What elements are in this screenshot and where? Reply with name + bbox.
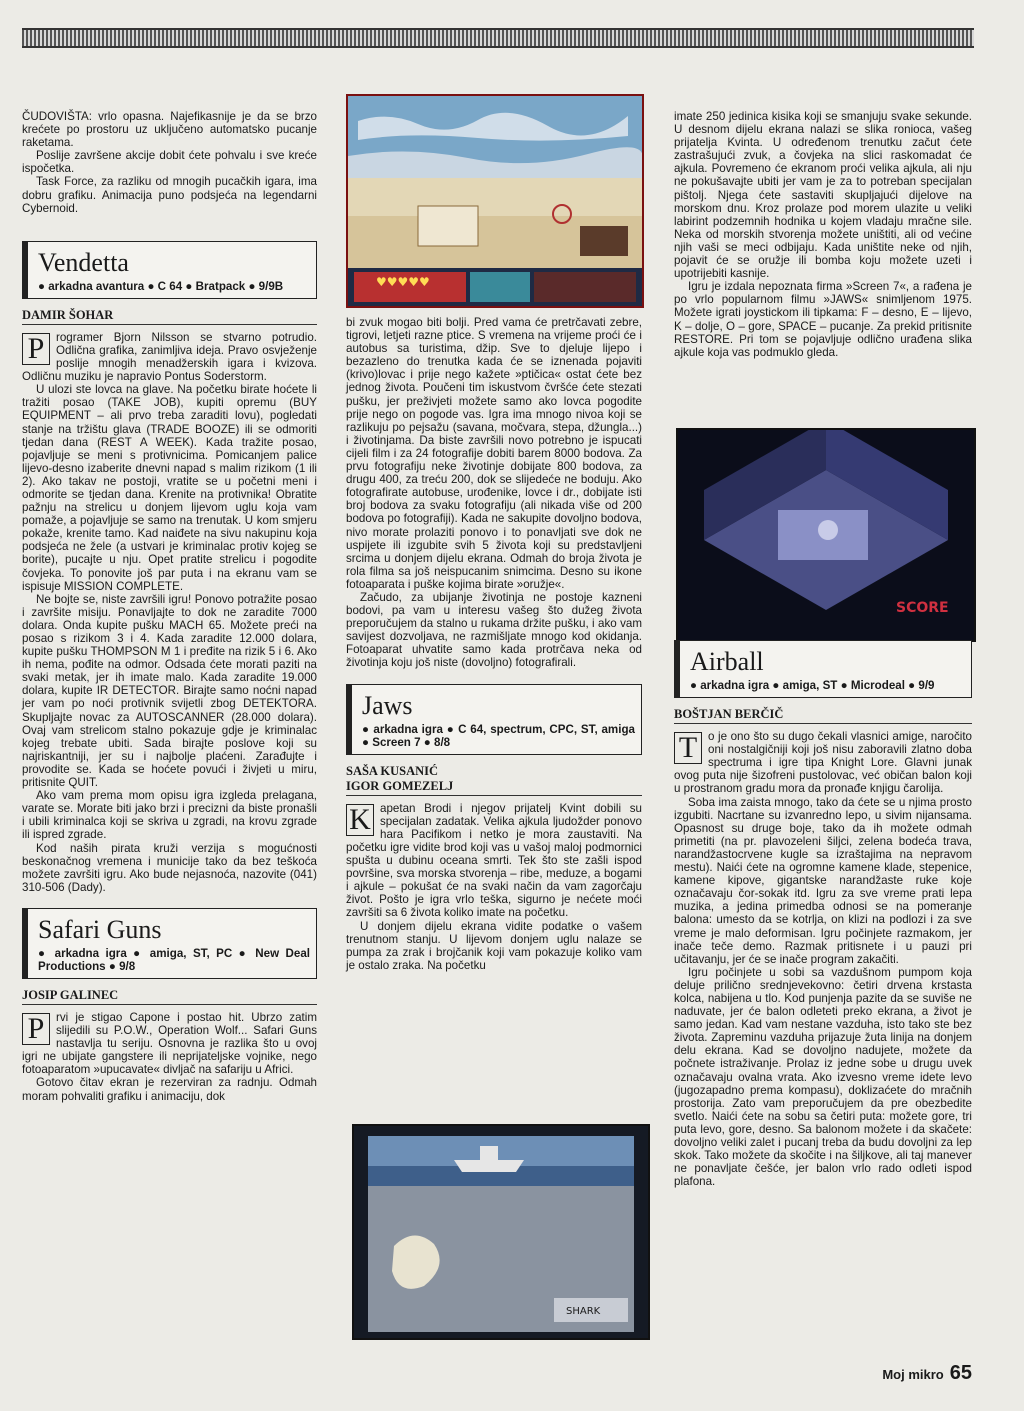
airball-screenshot [676, 428, 976, 642]
airball-paragraph: o je ono što su dugo čekali vlasnici amige, naročito oni nostalgičniji koji još nisu zaboravili zlatno doba spectruma i igre tipa Knight Lore. Glavni junak ovog puta nije šizofreni pustolovac, već običan balon koji u prostranom gradu mora da pronađe knjigu čarolija. [674, 730, 972, 796]
airball-title: Airball [690, 647, 764, 676]
hud-camera-icon [470, 272, 530, 302]
vendetta-title: Vendetta [38, 247, 129, 277]
jaws-paragraph: apetan Brodi i njegov prijatelj Kvint dobili su specijalan zadatak. Velika ajkula ljudožder ponovo hara Pacifikom i netko je mora zaustaviti. Na početku igre vidite brod koji vas u vašoj maloj podmornici spušta u dubinu oceana smrti. Tek što ste zašli ispod površine, sva morska stvorenja – ribe, meduze, a bogami i ajkule – pokušat će na svaki način da vam zagorčaju život. Pošto je igra vrlo teška, sigurno je nećete moći završiti sa 6 života koliko imate na početku. [346, 801, 642, 920]
airball-paragraph: Igru počinjete u sobi sa vazdušnom pumpom koja deluje prilično srednjevekovno: četiri drvena krstasta kolca, nabijena u tlo. Kod punjenja pazite da se suviše ne naduvate, jer će balon odleteti preko ekrana, a život je samo jedan. Kad vam nestane vazduha, isto tako ste bez života. Zapreminu vazduha prijazuje žuta linija na donjem delu ekrana. Kad se dovoljno nadujete, možete da počnete istraživanje. Prolaz iz jedne sobe u drugu uvek označavaju ovalna vrata. Ako izvesno vreme idete levo (jugozapadno prema kompasu), doklizaćete do mračnih prostorija. Zato vam preporučujem da pre obezbedite svetlo. Naići ćete na sobu sa četiri puta: možete gore, tri puta levo, gore, desno. Sa balonom možete i da skačete: dovoljno veliki zalet i pucanj treba da budu dovoljni za lep skok. Tako možete da skočite i na šiljkove, ali taj manever ne ponavljate češće, jer balon vrlo rado odleti ispod plafona. [674, 965, 972, 1189]
jaws-author-1: SAŠA KUSANIĆ [346, 763, 439, 778]
score-label: SCORE [896, 600, 949, 616]
jaws-meta: ● arkadna igra ● C 64, spectrum, CPC, ST, amiga ● Screen 7 ● 8/8 [362, 722, 635, 749]
safari-continued-paragraph: bi zvuk mogao biti bolji. Pred vama će pretrčavati zebre, tigrovi, letjeti razne ptice. S vremena na vrijeme proći će i autobus sa turistima, džip. Sve to djeluje lijepo i bezazleno do trenutka kada će se iznenada pojaviti (krivo)lovac i prije nego kažete »ptičica« ostat ćete bez jednog života. Poučeni tim iskustvom čvršće ćete stezati pušku, jer preživjeti možete samo ako lovca pogodite prije nego on pogode vas. Igra ima mnogo nivoa koji se razlikuju po pejsažu (savana, močvara, stepa, džungla...) i životinjama. Da biste završili novo potrebno je ispucati cijeli film i za 24 fotografije dobiti barem 8000 bodova. Za prvu fotografiju neke životinje dobijate 800 bodova, za drugu 400, za treću 200, dok se slijedeće ne boduju. Ako fotografirate autobuse, urođenike, lovce i dr., dobijate isti broj bodova za svaku fotografiju (ali nikada više od 200 bodova po fotografiji). Kada ne sakupite dovoljno bodova, nivo morate prolaziti ponovo i to ponavljati sve dok ne uspijete ili izgubite svih 5 života koji su predstavljeni srcima u donjem dijelu ekrana. Odmah do broja života je rola filma sa još neispucanim snimcima. Desno su ikone fotoaparata i puške kojima birate »oružje«. [346, 316, 642, 591]
jaws-continued-paragraph: imate 250 jedinica kisika koji se smanjuju svake sekunde. U desnom dijelu ekrana nalazi se slika ronioca, vašeg prijatelja Kvinta. U određenom trenutku začut ćete zastrašujući zvuk, a čovjeka na slici raskomadat će ajkula. Povremeno će ekranom proći velika ajkula, ali nju ne pokušavajte ubiti jer vam je za to potreban specijalan pištolj. Njega ćete sastaviti skupljajući dijelove na morskom dnu. Kroz prolaze pod morem ulazite u veliki labirint podzemnih hodnika u kojem vladaju mračne sile. Neka od morskih stvorenja možete uništiti, ali od većine njih vaši se meci odbijaju. Kada uništite neke od njih, pojavit će se oružje ili bomba koju možete uzeti i upotrijebiti kasnije. [674, 110, 972, 281]
airball-paragraph: Soba ima zaista mnogo, tako da ćete se u njima prosto izgubiti. Nacrtane su izvanredno lepo, u sivim nijansama. Opasnost su druge boje, tako da ih možete odmah primetiti (na pr. plavozeleni šiljci, zelena bodeća trava, narandžastocrvene kugle sa izraštajima na nepravom mestu). Naići ćete na ogromne kamene klade, stepenice, kamene kipove, gigantske narandžaste ruke koje označavaju čor-sokak itd. Igru za sve vreme prati lepa muzika, a jedina primedba odnosi se na pomeranje balona: umesto da se kotrlja, on klizi na podlozi i za sve vreme je malo deformisan. Igru počinjete razmakom, jer inače teče demo. Razmak pritisnete i u pauzi pri učitavanju, jer će se inače program zakačiti. [674, 795, 972, 966]
airball-scene [678, 430, 974, 640]
vendetta-paragraph: rogramer Bjorn Nilsson se stvarno potrudio. Odlična grafika, zanimljiva ideja. Pravo osvježenje poslije mnogih menadžerskih igara i kvizova. Odličnu muziku je napravio Pontus Soderstorm. [22, 330, 317, 384]
airball-dropcap: T [674, 732, 702, 764]
safari-scene [348, 96, 642, 306]
boat [454, 1160, 524, 1172]
animal-sprite [418, 206, 478, 246]
safari-author: JOSIP GALINEC [22, 989, 317, 1005]
boat-cabin [480, 1146, 498, 1160]
jaws-screenshot [352, 1124, 650, 1340]
jaws-header-box [346, 684, 642, 755]
safari-dropcap: P [22, 1013, 50, 1045]
safari-guns-screenshot [346, 94, 644, 308]
footer-page-number: 65 [949, 1362, 972, 1384]
safari-meta: ● arkadna igra ● amiga, ST, PC ● New Deal Productions ● 9/8 [38, 946, 310, 973]
hunter-sprite [580, 226, 628, 256]
intro-paragraph: Task Force, za razliku od mnogih pucačkih igara, ima dobru grafiku. Animacija puno podsjeća na legendarni Cybernoid. [22, 175, 317, 215]
vendetta-header-box [22, 241, 317, 299]
header-rule [22, 28, 974, 48]
safari-title: Safari Guns [38, 914, 162, 944]
jaws-paragraph: U donjem dijelu ekrana vidite podatke o vašem trenutnom stanju. U lijevom donjem uglu nalaze se pumpa za zrak i brojčanik koji vam pokazuje koliko vam je ostalo zraka. Na početku [346, 919, 642, 972]
vendetta-dropcap: P [22, 333, 50, 365]
airball-author: BOŠTJAN BERČIČ [674, 708, 972, 724]
air-ball [818, 520, 838, 540]
column-left [22, 110, 317, 1103]
vendetta-paragraph: U ulozi ste lovca na glave. Na početku birate hoćete li tražiti posao (TAKE JOB), kupiti opremu (BUY EQUIPMENT – ali prvo treba zaraditi lovu), pogledati stanje na tržištu glava (TRADE BOOZE) ili se odmoriti tjedan dana (REST A WEEK). Kada tražite posao, pojavljuje se meni s protivnicima. Pomicanjem palice lijevo-desno izaberite dnevni napad s malim rizikom (1 ili 2). Ako takav ne postoji, vratite se u početni meni i odmorite se tjedan dana. Krenite na protivnika! Obratite pažnju na strelicu u donjem lijevom uglu koja vam pomaže, a pojavljuje se samo na trenutak. U kom smjeru pokaže, krenite tamo. Kad naiđete na sivu nakupinu koja podsjeća ne žele (a ustvari je kriminalac protiv kojeg se borite), pucajte u nju. Opet pratite strelicu i pogodite čovjeka. To ponovite još par puta i na ekranu vam se ispisuje MISSION COMPLETE. [22, 383, 317, 593]
jaws-scene [354, 1126, 648, 1338]
airball-header-box [674, 640, 972, 698]
safari-paragraph: rvi je stigao Capone i postao hit. Ubrzo zatim slijedili su P.O.W., Operation Wolf... Safari Guns nastavlja tu seriju. Osnovna je razlika što u ovoj igri ne ubijate gangstere ili neprijateljske vojnike, nego fotoaparatom »upucavate« divljač na safariju u Africi. [22, 1010, 317, 1077]
intro-paragraph: Poslije završene akcije dobit ćete pohvalu i sve kreće ispočetka. [22, 149, 317, 176]
vendetta-paragraph: Ne bojte se, niste završili igru! Ponovo potražite posao i završite misiju. Ponavljajte to dok ne zaradite 7000 dolara. Onda kupite pušku MACH 65. Možete preći na posao s rizikom 3 i 4. Kada zaradite 12.000 dolara, kupite pušku THOMPSON M 1 i pređite na rizik 5 i 6. Ako ih nema, pođite na odmor. Odsada ćete morati paziti na svaki metak, jer ih imate malo. Kada zaradite 19.000 dolara, kupite IR DETECTOR. Birajte samo noćni napad jer vam po noći protivnik svijetli zbog DETEKTORA. Skupljajte novac za AUTOSCANNER (28.000 dolara). Ovaj vam strelicom stalno pokazuje gdje je kriminalac kojeg trebate ubiti. Sada birajte poslove koji su najriskantniji, jer su i najbolje plaćeni. Zarađujte i provodite se. Kada se hoćete povući i živjeti u miru, pritisnite QUIT. [22, 592, 317, 790]
safari-continued-paragraph: Začudo, za ubijanje životinja ne postoje kazneni bodovi, pa vam u interesu vašeg što dužeg života preporučujem da stalno u rukama držite pušku, i ako vam savijest dozvoljava, ne razmišljate mnogo kod okidanja. Fotoaparat uhvatite samo kada protrčava neka od životinja koju još niste (dovoljno) fotografirali. [346, 590, 642, 670]
vendetta-paragraph: Kod naših pirata kruži verzija s mogućnosti beskonačnog vremena i municije tako da bez teškoća možete završiti igru. Ako bude nejasnoća, nazovite (041) 310-506 (Dady). [22, 841, 317, 894]
jaws-author-2: IGOR GOMEZELJ [346, 780, 642, 796]
hud-hearts: ♥♥♥♥♥ [376, 275, 430, 289]
column-middle [346, 316, 642, 972]
intro-paragraph: ČUDOVIŠTA: vrlo opasna. Najefikasnije je da se brzo krećete po prostoru uz uključeno automatsko pucanje raketama. [22, 110, 317, 150]
safari-paragraph: Gotovo čitav ekran je rezerviran za radnju. Odmah moram pohvaliti grafiku i animaciju, dok [22, 1076, 317, 1103]
safari-header-box [22, 908, 317, 979]
column-right [674, 110, 972, 359]
shark-label: SHARK [566, 1306, 601, 1317]
vendetta-author: DAMIR ŠOHAR [22, 309, 317, 325]
hud-gun-icon [534, 272, 636, 302]
column-right-lower [674, 640, 972, 1188]
page-footer [882, 1362, 972, 1385]
airball-meta: ● arkadna igra ● amiga, ST ● Microdeal ● 9/9 [690, 679, 935, 692]
vendetta-meta: ● arkadna avantura ● C 64 ● Bratpack ● 9/9B [38, 279, 284, 293]
vendetta-paragraph: Ako vam prema mom opisu igra izgleda prelagana, varate se. Morate biti jako brzi i precizni da biste pronašli i ubili kriminalca koji se skriva u zgradi, na krovu zgrade ili ispred zgrade. [22, 789, 317, 842]
jaws-dropcap: K [346, 804, 374, 836]
jaws-continued-paragraph: Igru je izdala nepoznata firma »Screen 7«, a rađena je po vrlo popularnom filmu »JAWS« snimljenom 1975. Možete igrati joystickom ili tipkama: F – desno, E – lijevo, K – dolje, O – gore, SPACE – pucanje. Za prekid pritisnite RESTORE. Pri tom se pojavljuje odlično urađena slika ajkule koja vas podmuklo gleda. [674, 280, 972, 359]
footer-magazine: Moj mikro [882, 1367, 944, 1382]
jaws-title: Jaws [362, 690, 413, 720]
